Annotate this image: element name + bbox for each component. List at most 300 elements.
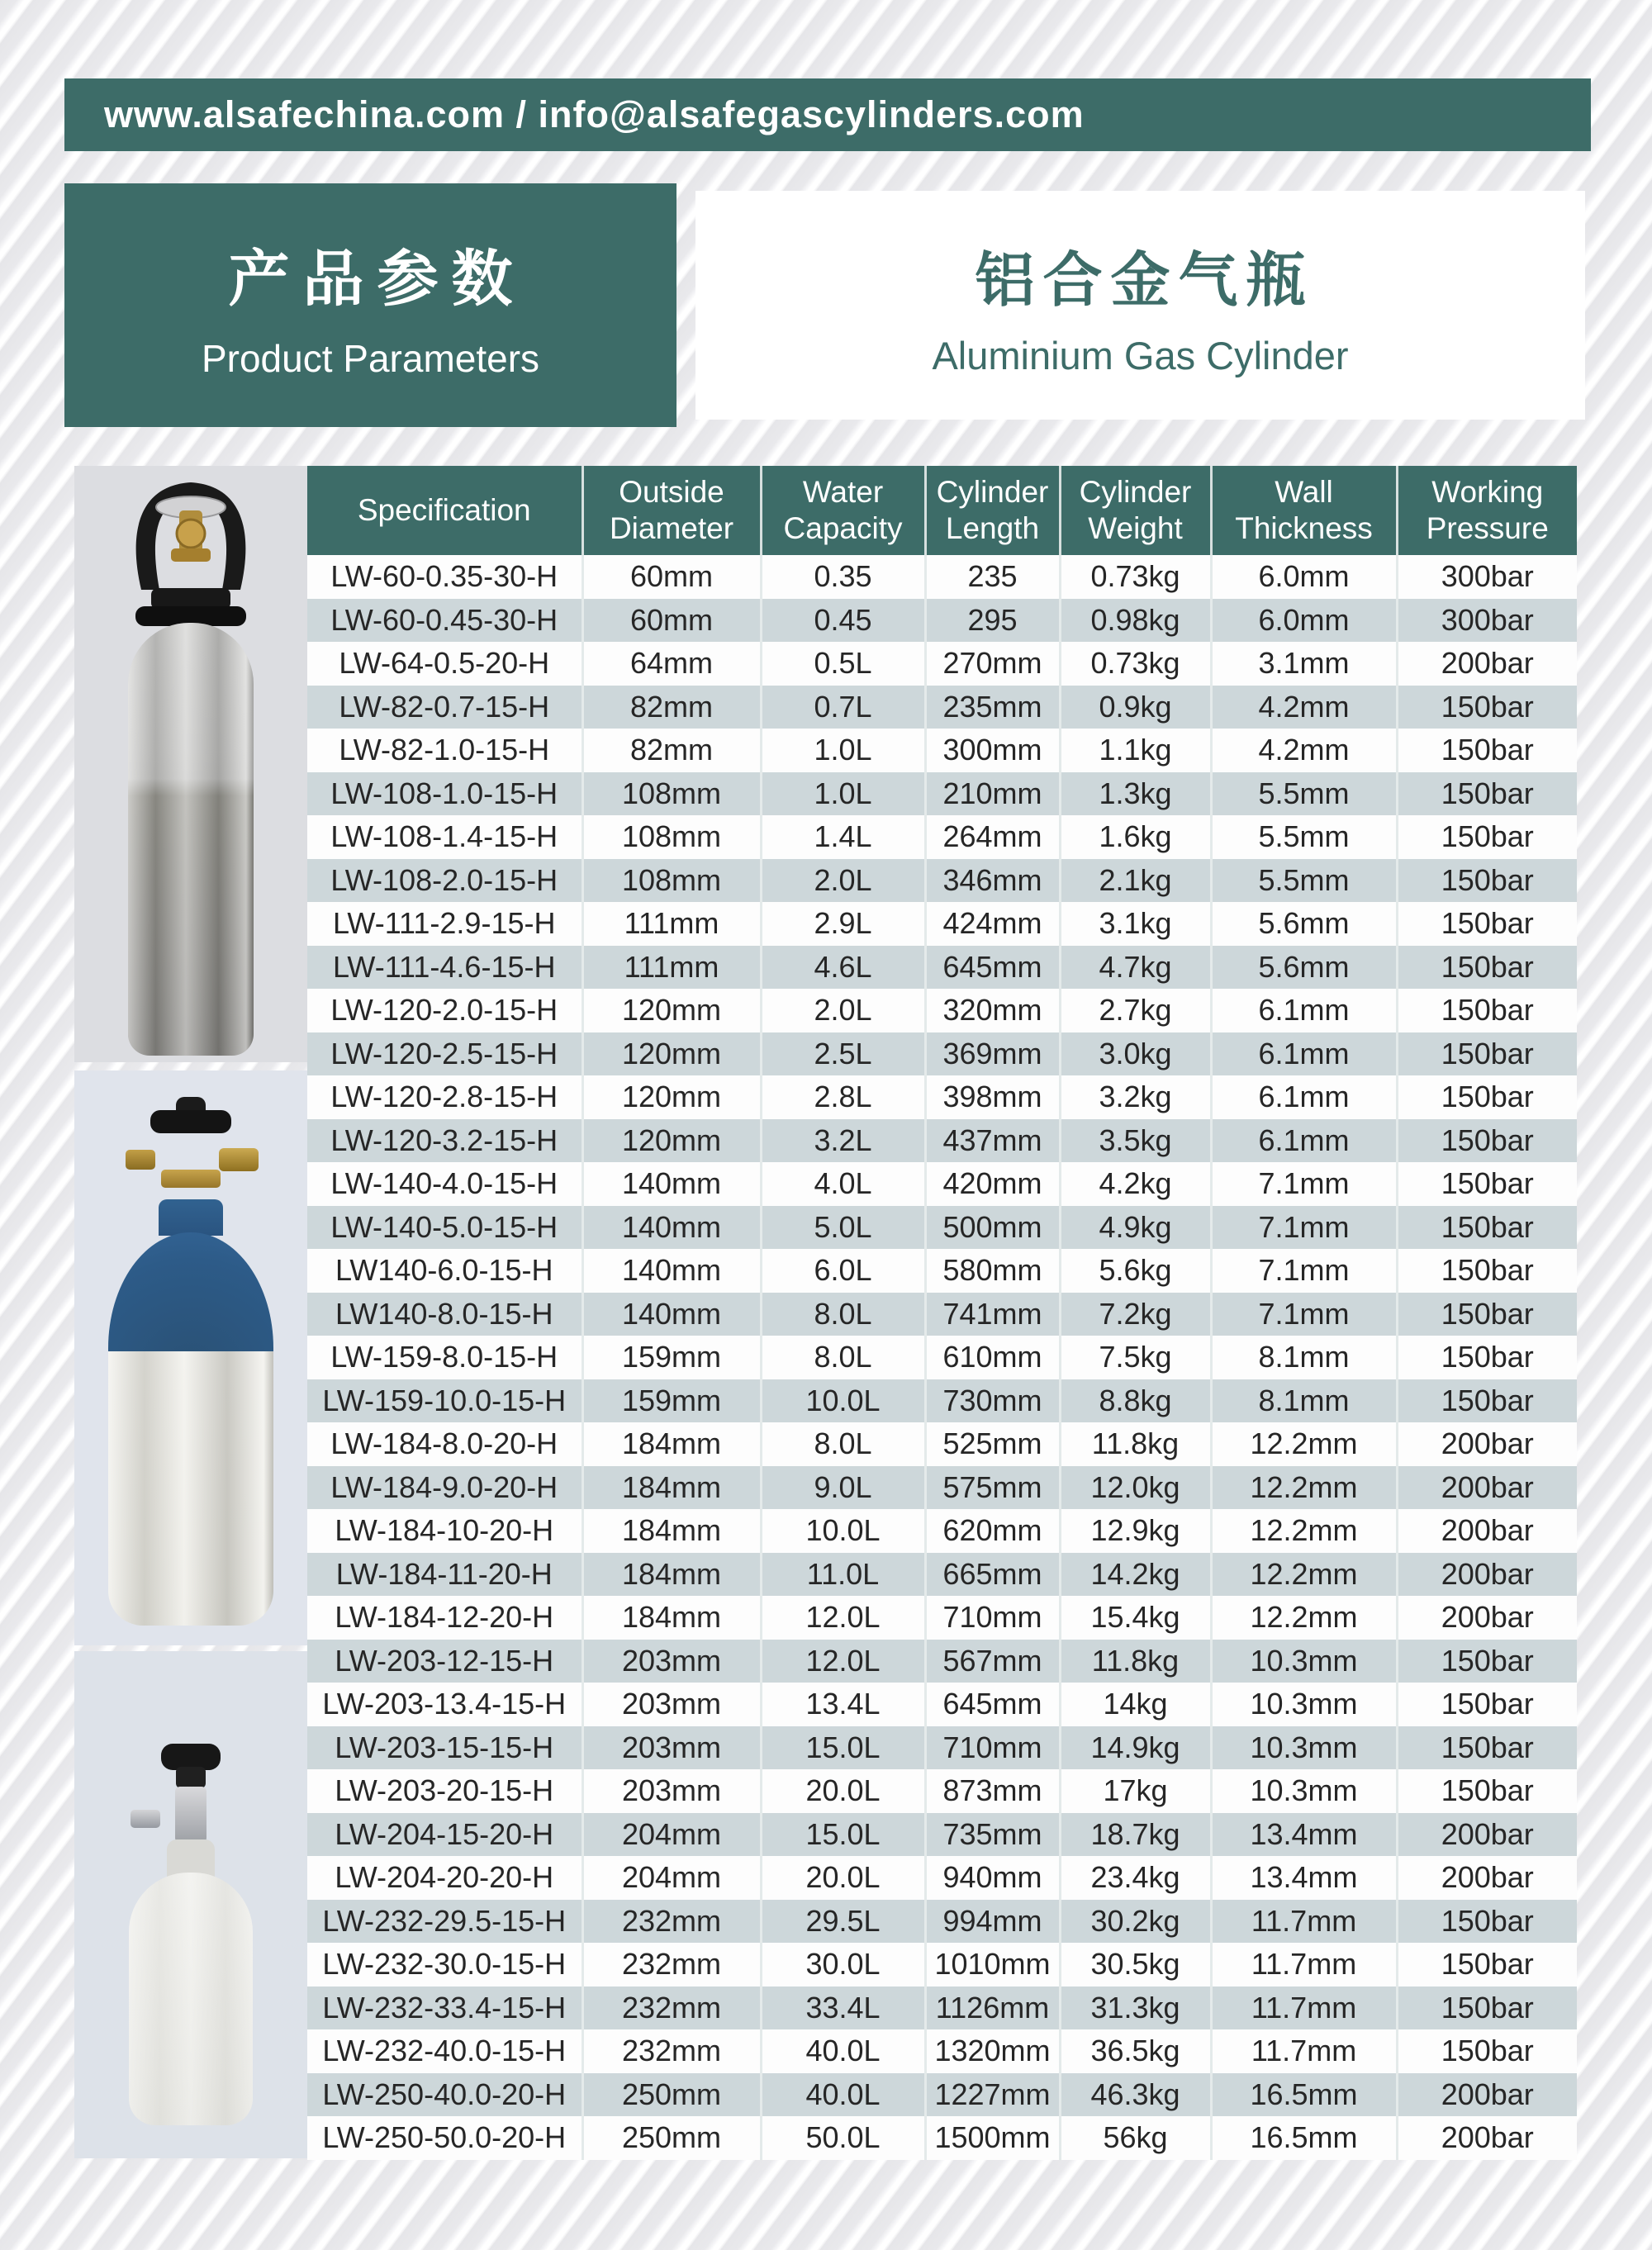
table-row [307, 1206, 1577, 1250]
table-cell: 200bar [1397, 2073, 1577, 2117]
table-cell: 31.3kg [1060, 1987, 1211, 2030]
table-cell: 150bar [1397, 729, 1577, 772]
table-cell: 15.0L [761, 1726, 925, 1770]
table-cell: 2.9L [761, 902, 925, 946]
table-cell: 645mm [925, 946, 1060, 990]
cylinder-body-white [108, 1351, 273, 1626]
table-cell: 200bar [1397, 1466, 1577, 1510]
table-cell: 150bar [1397, 815, 1577, 859]
table-cell: 735mm [925, 1813, 1060, 1857]
table-cell: 6.1mm [1211, 1032, 1397, 1076]
table-cell: 270mm [925, 642, 1060, 686]
title-aluminium-gas-cylinder-en: Aluminium Gas Cylinder [932, 334, 1349, 377]
table-cell: 184mm [582, 1422, 761, 1466]
table-cell: 203mm [582, 1640, 761, 1683]
table-cell: 64mm [582, 642, 761, 686]
table-cell: 200bar [1397, 1813, 1577, 1857]
table-cell: 7.1mm [1211, 1293, 1397, 1336]
table-row [307, 1075, 1577, 1119]
table-cell: 525mm [925, 1422, 1060, 1466]
table-cell: 1320mm [925, 2029, 1060, 2073]
table-cell: 575mm [925, 1466, 1060, 1510]
table-cell: 8.0L [761, 1422, 925, 1466]
table-cell: LW-203-15-15-H [335, 1730, 554, 1764]
table-cell: LW-204-20-20-H [335, 1860, 554, 1895]
table-cell: 150bar [1397, 1943, 1577, 1987]
table-row [307, 1379, 1577, 1423]
table-cell: 4.2mm [1211, 686, 1397, 729]
table-cell: LW-250-40.0-20-H [322, 2077, 567, 2111]
table-cell: 13.4mm [1211, 1856, 1397, 1900]
table-cell: 8.1mm [1211, 1336, 1397, 1379]
table-cell: 2.5L [761, 1032, 925, 1076]
table-cell: 40.0L [761, 2073, 925, 2117]
table-row [307, 1726, 1577, 1770]
table-row [307, 1856, 1577, 1900]
table-cell: 4.7kg [1060, 946, 1211, 990]
table-cell: 12.0L [761, 1596, 925, 1640]
brass-valve-flange [161, 1170, 221, 1188]
column-header: Cylinder Weight [1060, 466, 1211, 555]
table-row [307, 1509, 1577, 1553]
table-cell: 50.0L [761, 2116, 925, 2160]
table-cell: 1.1kg [1060, 729, 1211, 772]
table-cell: 184mm [582, 1509, 761, 1553]
table-cell: 200bar [1397, 1596, 1577, 1640]
table-cell: 232mm [582, 1900, 761, 1944]
table-cell: 665mm [925, 1553, 1060, 1597]
table-cell: 140mm [582, 1249, 761, 1293]
brass-valve-right-port [219, 1148, 259, 1171]
table-cell: 398mm [925, 1075, 1060, 1119]
table-row [307, 642, 1577, 686]
cylinder-shoulder-blue [108, 1232, 273, 1356]
table-cell: 33.4L [761, 1987, 925, 2030]
table-row [307, 1119, 1577, 1163]
table-cell: 18.7kg [1060, 1813, 1211, 1857]
table-row [307, 1293, 1577, 1336]
table-cell: 150bar [1397, 2029, 1577, 2073]
table-cell: 11.8kg [1060, 1422, 1211, 1466]
cylinder-neck-blue [159, 1199, 223, 1236]
table-row [307, 1466, 1577, 1510]
table-cell: 2.0L [761, 989, 925, 1032]
table-cell: 29.5L [761, 1900, 925, 1944]
table-row [307, 1640, 1577, 1683]
table-cell: 610mm [925, 1336, 1060, 1379]
table-cell: 8.0L [761, 1336, 925, 1379]
table-cell: 580mm [925, 1249, 1060, 1293]
cylinder-carry-handle-icon [118, 479, 263, 591]
table-cell: 300bar [1397, 555, 1577, 599]
table-cell: 5.5mm [1211, 859, 1397, 903]
table-cell: 15.0L [761, 1813, 925, 1857]
table-cell: 7.1mm [1211, 1206, 1397, 1250]
table-row [307, 772, 1577, 816]
table-cell: 150bar [1397, 1987, 1577, 2030]
table-cell: LW-140-5.0-15-H [330, 1209, 558, 1244]
table-cell: 7.1mm [1211, 1162, 1397, 1206]
table-cell: 12.9kg [1060, 1509, 1211, 1553]
table-cell: 203mm [582, 1683, 761, 1726]
table-cell: 150bar [1397, 989, 1577, 1032]
table-row [307, 2029, 1577, 2073]
table-cell: 11.7mm [1211, 2029, 1397, 2073]
table-cell: 20.0L [761, 1769, 925, 1813]
table-row [307, 1162, 1577, 1206]
title-block-product-parameters [64, 183, 676, 427]
table-cell: 30.5kg [1060, 1943, 1211, 1987]
table-cell: 2.0L [761, 859, 925, 903]
table-cell: 14kg [1060, 1683, 1211, 1726]
table-cell: 11.8kg [1060, 1640, 1211, 1683]
cylinder-photo-white [74, 1651, 307, 2158]
table-cell: 150bar [1397, 1379, 1577, 1423]
table-cell: LW-203-13.4-15-H [322, 1687, 567, 1721]
table-cell: LW140-8.0-15-H [335, 1296, 553, 1331]
table-cell: LW-82-1.0-15-H [339, 733, 550, 767]
table-cell: LW-184-8.0-20-H [330, 1426, 558, 1461]
table-row [307, 555, 1577, 599]
table-cell: 140mm [582, 1206, 761, 1250]
table-cell: 235mm [925, 686, 1060, 729]
table-cell: 10.0L [761, 1379, 925, 1423]
table-cell: LW-111-2.9-15-H [333, 906, 556, 941]
table-cell: LW-159-8.0-15-H [330, 1340, 558, 1374]
table-row [307, 1900, 1577, 1944]
table-cell: 2.7kg [1060, 989, 1211, 1032]
table-cell: 0.98kg [1060, 599, 1211, 643]
table-cell: 235 [925, 555, 1060, 599]
table-cell: 0.73kg [1060, 642, 1211, 686]
table-cell: 0.5L [761, 642, 925, 686]
table-cell: 1.4L [761, 815, 925, 859]
table-cell: LW-108-1.0-15-H [330, 776, 558, 810]
column-header: Cylinder Length [925, 466, 1060, 555]
valve-handwheel [150, 1110, 231, 1133]
table-row [307, 1769, 1577, 1813]
table-cell: 200bar [1397, 1422, 1577, 1466]
table-cell: 60mm [582, 555, 761, 599]
title-product-parameters-en: Product Parameters [201, 336, 540, 380]
table-cell: 10.0L [761, 1509, 925, 1553]
table-row [307, 2073, 1577, 2117]
table-cell: 11.0L [761, 1553, 925, 1597]
contact-banner-text: www.alsafechina.com / info@alsafegascylinders.com [104, 93, 1085, 135]
table-cell: LW-203-20-15-H [335, 1773, 554, 1808]
table-cell: 2.8L [761, 1075, 925, 1119]
table-row [307, 1596, 1577, 1640]
table-cell: 108mm [582, 772, 761, 816]
table-cell: 424mm [925, 902, 1060, 946]
table-cell: 0.73kg [1060, 555, 1211, 599]
table-cell: 12.0L [761, 1640, 925, 1683]
table-cell: 369mm [925, 1032, 1060, 1076]
table-cell: 320mm [925, 989, 1060, 1032]
table-cell: 4.0L [761, 1162, 925, 1206]
table-cell: 150bar [1397, 1726, 1577, 1770]
valve-knob-stem [176, 1767, 206, 1788]
table-row [307, 946, 1577, 990]
table-cell: 1.0L [761, 772, 925, 816]
table-cell: 0.9kg [1060, 686, 1211, 729]
table-cell: 4.2mm [1211, 729, 1397, 772]
table-cell: 346mm [925, 859, 1060, 903]
table-cell: 620mm [925, 1509, 1060, 1553]
table-cell: 8.8kg [1060, 1379, 1211, 1423]
table-cell: 232mm [582, 1987, 761, 2030]
table-cell: 6.0mm [1211, 599, 1397, 643]
table-cell: 200bar [1397, 1553, 1577, 1597]
table-cell: LW-108-2.0-15-H [330, 862, 558, 897]
table-row [307, 729, 1577, 772]
table-cell: 6.1mm [1211, 1119, 1397, 1163]
table-cell: 5.5mm [1211, 772, 1397, 816]
table-cell: 420mm [925, 1162, 1060, 1206]
table-cell: 210mm [925, 772, 1060, 816]
table-row [307, 902, 1577, 946]
table-cell: LW-120-3.2-15-H [330, 1123, 558, 1157]
table-cell: 120mm [582, 1119, 761, 1163]
table-row [307, 1813, 1577, 1857]
table-cell: 3.2L [761, 1119, 925, 1163]
table-cell: 184mm [582, 1466, 761, 1510]
table-cell: LW-184-12-20-H [335, 1600, 554, 1635]
table-cell: 12.2mm [1211, 1422, 1397, 1466]
table-row [307, 599, 1577, 643]
table-cell: 0.7L [761, 686, 925, 729]
table-cell: 741mm [925, 1293, 1060, 1336]
table-cell: 14.2kg [1060, 1553, 1211, 1597]
table-cell: 300bar [1397, 599, 1577, 643]
table-cell: 4.2kg [1060, 1162, 1211, 1206]
table-cell: 12.2mm [1211, 1553, 1397, 1597]
table-cell: 8.1mm [1211, 1379, 1397, 1423]
table-cell: 4.9kg [1060, 1206, 1211, 1250]
table-cell: LW140-6.0-15-H [335, 1253, 553, 1288]
table-cell: 12.2mm [1211, 1509, 1397, 1553]
table-cell: 13.4L [761, 1683, 925, 1726]
table-cell: 184mm [582, 1553, 761, 1597]
table-cell: 120mm [582, 1032, 761, 1076]
table-cell: LW-60-0.45-30-H [330, 602, 558, 637]
table-cell: LW-140-4.0-15-H [330, 1166, 558, 1201]
table-cell: 140mm [582, 1162, 761, 1206]
table-cell: 150bar [1397, 1769, 1577, 1813]
table-cell: 500mm [925, 1206, 1060, 1250]
table-cell: 232mm [582, 2029, 761, 2073]
table-cell: 200bar [1397, 1509, 1577, 1553]
table-cell: 150bar [1397, 902, 1577, 946]
table-cell: 15.4kg [1060, 1596, 1211, 1640]
table-cell: 12.2mm [1211, 1596, 1397, 1640]
title-block-aluminium-gas-cylinder [695, 191, 1585, 420]
table-cell: LW-184-11-20-H [335, 1556, 553, 1591]
table-cell: 16.5mm [1211, 2116, 1397, 2160]
table-cell: 1227mm [925, 2073, 1060, 2117]
table-cell: 82mm [582, 729, 761, 772]
table-cell: 150bar [1397, 1249, 1577, 1293]
chrome-valve-port [131, 1810, 160, 1828]
table-cell: 5.6mm [1211, 946, 1397, 990]
spec-table-body [307, 555, 1577, 2160]
table-cell: 40.0L [761, 2029, 925, 2073]
table-cell: 2.1kg [1060, 859, 1211, 903]
column-header: Wall Thickness [1211, 466, 1397, 555]
table-cell: 23.4kg [1060, 1856, 1211, 1900]
table-cell: 10.3mm [1211, 1683, 1397, 1726]
table-cell: LW-232-33.4-15-H [322, 1990, 567, 2025]
table-cell: 3.5kg [1060, 1119, 1211, 1163]
cylinder-body-white [129, 1873, 253, 2125]
table-cell: LW-203-12-15-H [335, 1643, 554, 1678]
table-cell: 232mm [582, 1943, 761, 1987]
table-cell: 4.6L [761, 946, 925, 990]
table-row [307, 1683, 1577, 1726]
table-cell: 13.4mm [1211, 1813, 1397, 1857]
table-cell: 150bar [1397, 686, 1577, 729]
table-cell: 150bar [1397, 1162, 1577, 1206]
table-cell: 11.7mm [1211, 1987, 1397, 2030]
table-cell: 5.6mm [1211, 902, 1397, 946]
table-cell: 300mm [925, 729, 1060, 772]
table-row [307, 815, 1577, 859]
table-cell: 111mm [582, 902, 761, 946]
table-cell: 3.2kg [1060, 1075, 1211, 1119]
table-cell: 184mm [582, 1596, 761, 1640]
table-cell: LW-111-4.6-15-H [333, 949, 556, 984]
table-cell: 11.7mm [1211, 1943, 1397, 1987]
table-cell: 20.0L [761, 1856, 925, 1900]
table-cell: 150bar [1397, 1119, 1577, 1163]
table-cell: 108mm [582, 859, 761, 903]
table-cell: LW-64-0.5-20-H [339, 646, 550, 681]
table-cell: LW-232-29.5-15-H [322, 1903, 567, 1938]
table-cell: 994mm [925, 1900, 1060, 1944]
table-row [307, 1249, 1577, 1293]
table-cell: 6.1mm [1211, 1075, 1397, 1119]
table-cell: 150bar [1397, 1683, 1577, 1726]
table-cell: 111mm [582, 946, 761, 990]
table-cell: 14.9kg [1060, 1726, 1211, 1770]
spec-table-grid [307, 466, 1577, 2160]
table-cell: 645mm [925, 1683, 1060, 1726]
table-cell: LW-159-10.0-15-H [322, 1383, 567, 1417]
table-cell: 150bar [1397, 1293, 1577, 1336]
column-header: Water Capacity [761, 466, 925, 555]
table-cell: 10.3mm [1211, 1726, 1397, 1770]
table-cell: 82mm [582, 686, 761, 729]
table-cell: 120mm [582, 989, 761, 1032]
table-cell: 30.2kg [1060, 1900, 1211, 1944]
table-cell: LW-184-10-20-H [335, 1513, 554, 1548]
table-cell: LW-204-15-20-H [335, 1816, 554, 1851]
table-cell: 150bar [1397, 859, 1577, 903]
table-row [307, 686, 1577, 729]
table-row [307, 1943, 1577, 1987]
column-header: Working Pressure [1397, 466, 1577, 555]
table-cell: 3.1mm [1211, 642, 1397, 686]
table-cell: 3.0kg [1060, 1032, 1211, 1076]
table-cell: 5.6kg [1060, 1249, 1211, 1293]
table-cell: 567mm [925, 1640, 1060, 1683]
title-product-parameters-zh: 产品参数 [228, 245, 526, 314]
table-cell: 6.0L [761, 1249, 925, 1293]
table-cell: 0.45 [761, 599, 925, 643]
table-cell: 1010mm [925, 1943, 1060, 1987]
spec-table-head [307, 466, 1577, 555]
table-cell: 7.2kg [1060, 1293, 1211, 1336]
table-cell: 203mm [582, 1769, 761, 1813]
chrome-valve [175, 1787, 206, 1843]
table-cell: 150bar [1397, 1206, 1577, 1250]
table-cell: 1126mm [925, 1987, 1060, 2030]
table-cell: 7.1mm [1211, 1249, 1397, 1293]
table-cell: 437mm [925, 1119, 1060, 1163]
table-cell: 8.0L [761, 1293, 925, 1336]
table-cell: LW-250-50.0-20-H [322, 2120, 567, 2155]
cylinder-sheen [108, 1351, 273, 1626]
table-cell: 30.0L [761, 1943, 925, 1987]
table-cell: LW-120-2.0-15-H [330, 993, 558, 1028]
table-cell: 1.3kg [1060, 772, 1211, 816]
table-cell: 56kg [1060, 2116, 1211, 2160]
table-cell: LW-82-0.7-15-H [339, 689, 550, 724]
table-cell: 710mm [925, 1726, 1060, 1770]
table-cell: 204mm [582, 1856, 761, 1900]
table-cell: 200bar [1397, 1856, 1577, 1900]
cylinder-sheen [129, 1873, 253, 2125]
table-cell: 150bar [1397, 1900, 1577, 1944]
table-cell: 3.1kg [1060, 902, 1211, 946]
table-cell: 7.5kg [1060, 1336, 1211, 1379]
table-cell: 9.0L [761, 1466, 925, 1510]
table-cell: 150bar [1397, 772, 1577, 816]
table-cell: LW-232-40.0-15-H [322, 2034, 567, 2068]
table-cell: 873mm [925, 1769, 1060, 1813]
table-cell: 150bar [1397, 1075, 1577, 1119]
table-cell: 108mm [582, 815, 761, 859]
table-cell: 150bar [1397, 1336, 1577, 1379]
cylinder-body-silver [128, 623, 254, 1056]
title-aluminium-gas-cylinder-zh: 铝合金气瓶 [975, 248, 1314, 314]
table-cell: 1.0L [761, 729, 925, 772]
cylinder-sheen [128, 623, 254, 1056]
table-cell: 17kg [1060, 1769, 1211, 1813]
table-row [307, 1553, 1577, 1597]
table-cell: 6.1mm [1211, 989, 1397, 1032]
table-cell: 12.0kg [1060, 1466, 1211, 1510]
table-cell: 5.0L [761, 1206, 925, 1250]
table-cell: 140mm [582, 1293, 761, 1336]
table-cell: 203mm [582, 1726, 761, 1770]
table-cell: 11.7mm [1211, 1900, 1397, 1944]
table-row [307, 1032, 1577, 1076]
table-cell: 46.3kg [1060, 2073, 1211, 2117]
cylinder-photo-silver-handle [74, 466, 307, 1062]
table-cell: 159mm [582, 1336, 761, 1379]
table-cell: 264mm [925, 815, 1060, 859]
contact-banner [64, 78, 1591, 151]
table-cell: 150bar [1397, 1032, 1577, 1076]
table-cell: 5.5mm [1211, 815, 1397, 859]
table-cell: 150bar [1397, 946, 1577, 990]
table-cell: 10.3mm [1211, 1769, 1397, 1813]
table-cell: 710mm [925, 1596, 1060, 1640]
table-cell: LW-60-0.35-30-H [330, 559, 558, 594]
table-row [307, 859, 1577, 903]
table-cell: 250mm [582, 2073, 761, 2117]
